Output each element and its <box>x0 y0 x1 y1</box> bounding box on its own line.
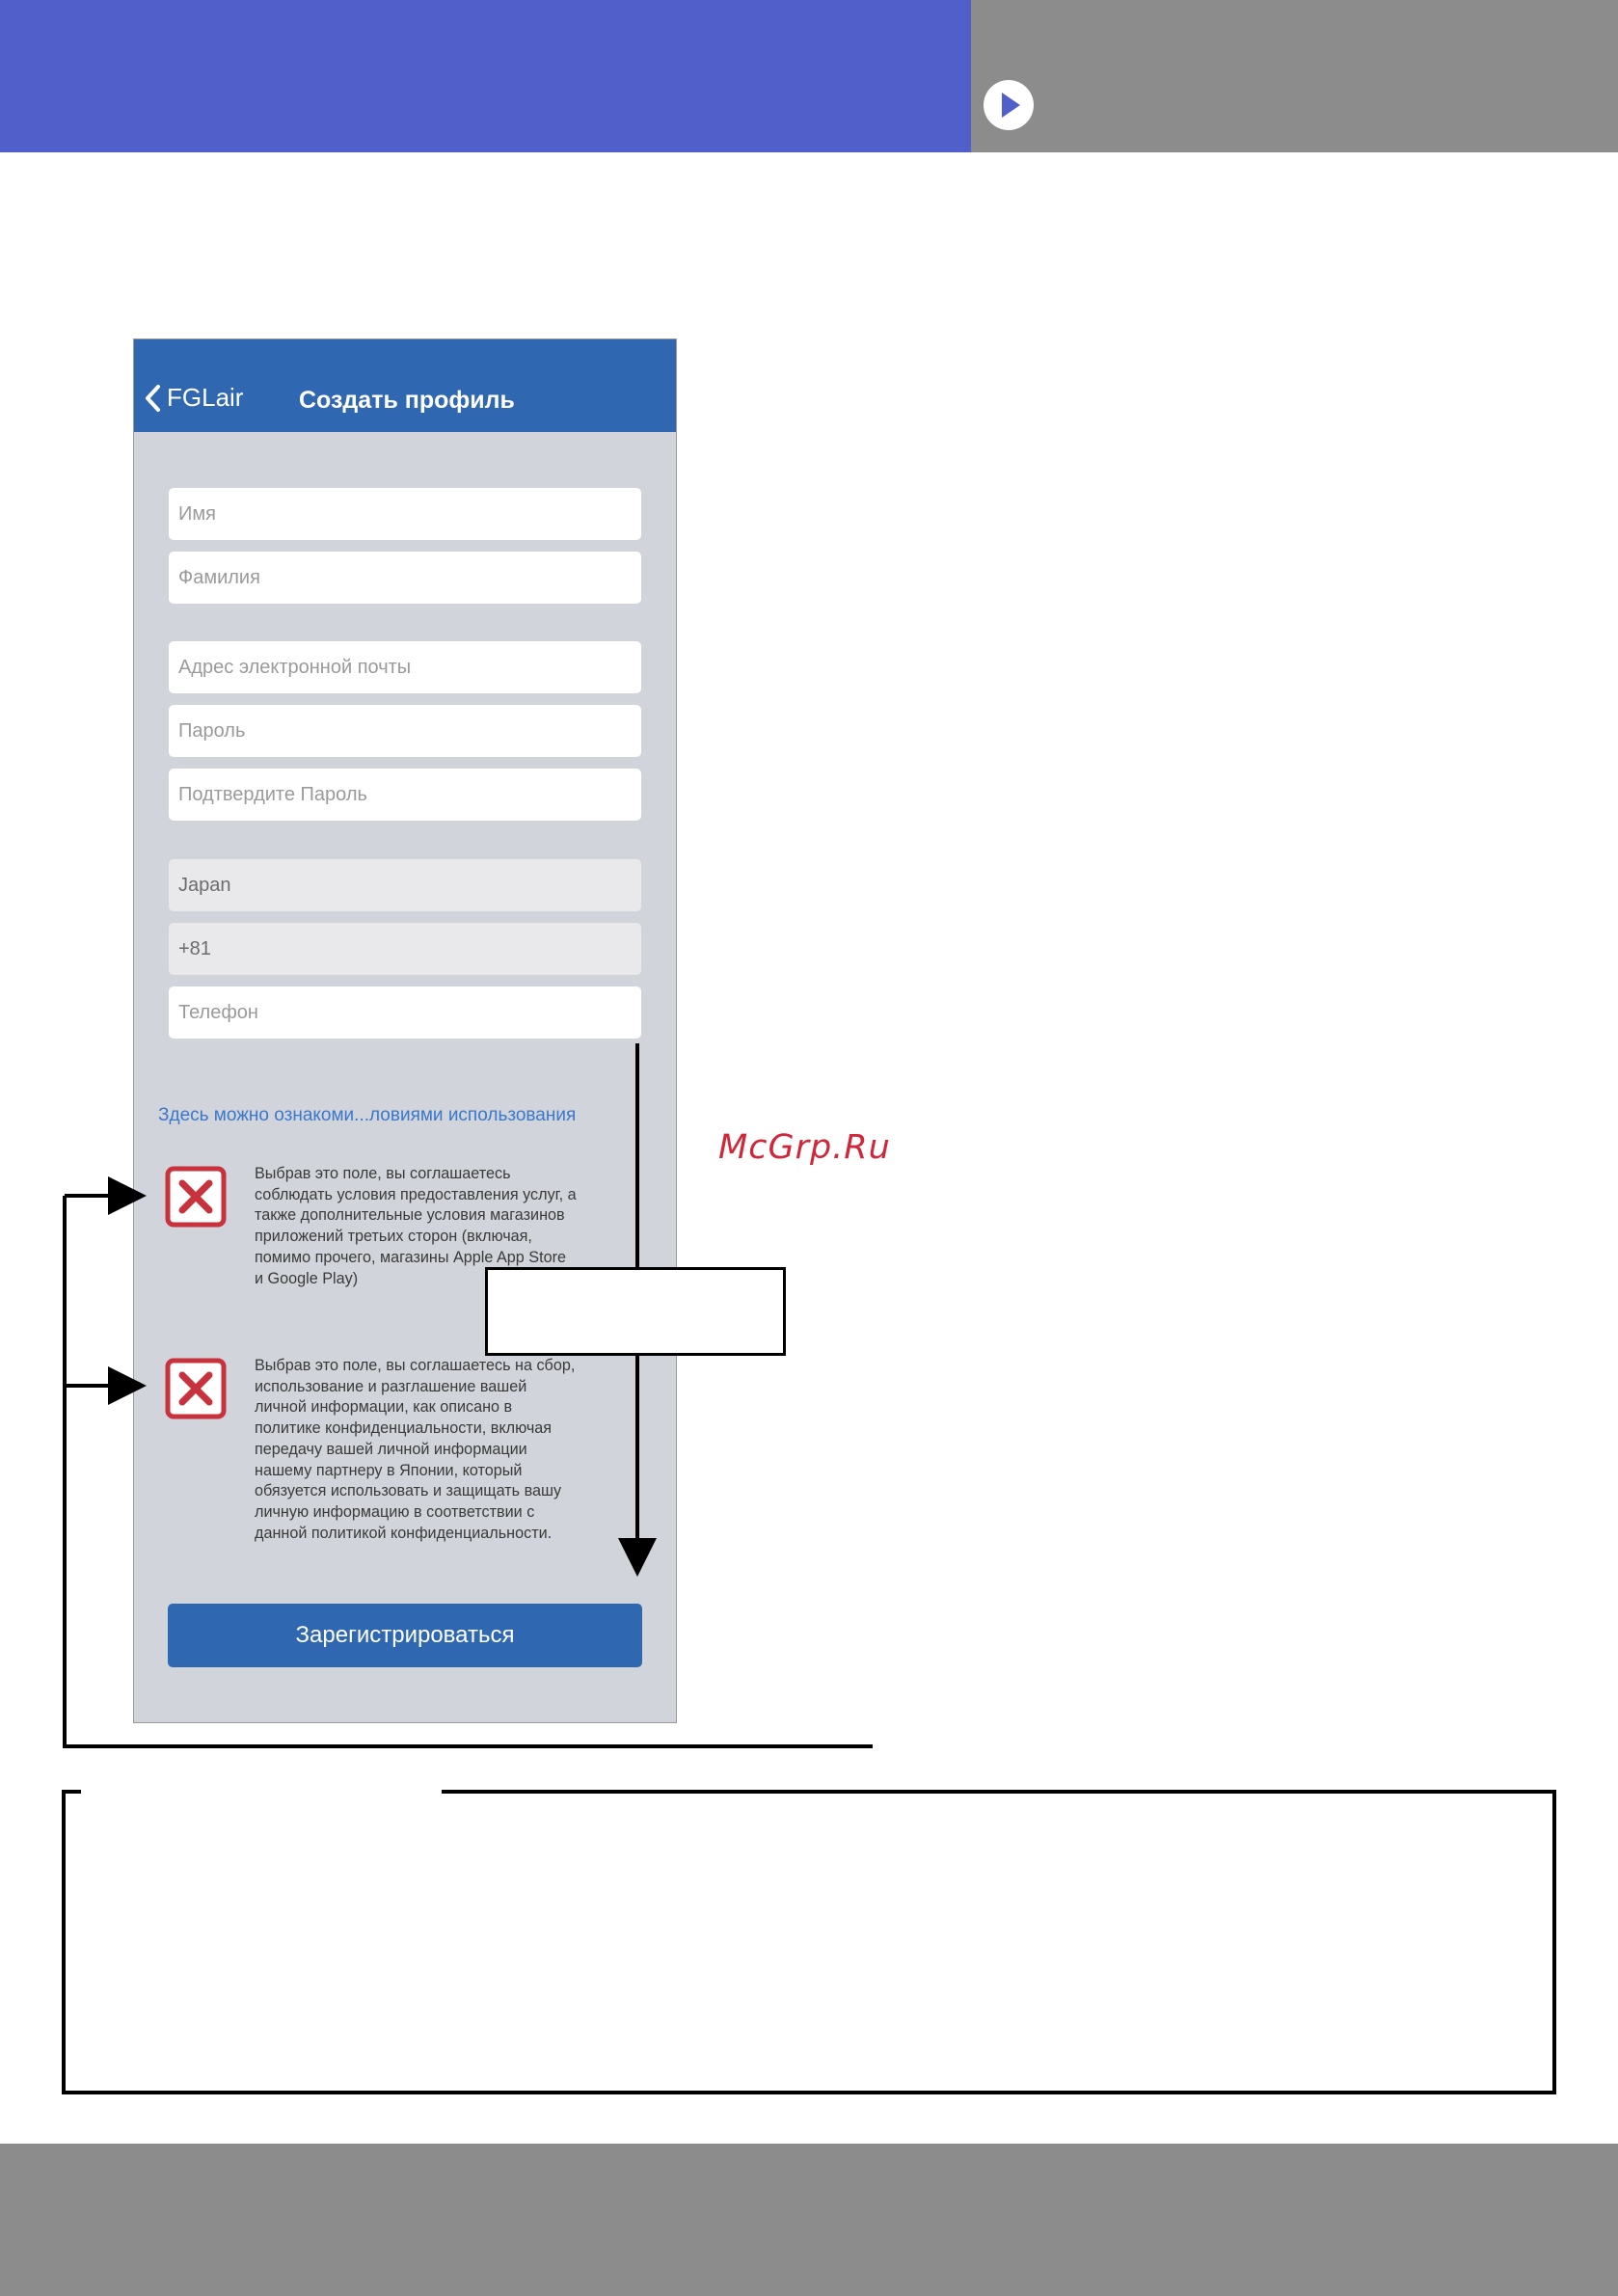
phone-field[interactable]: Телефон <box>169 986 641 1039</box>
terms-link[interactable]: Здесь можно ознакоми...ловиями использования <box>158 1105 577 1125</box>
callout-box <box>485 1267 786 1356</box>
back-label: FGLair <box>167 383 244 412</box>
email-field[interactable]: Адрес электронной почты <box>169 641 641 693</box>
terms-consent-text: Выбрав это поле, вы соглашаетесь соблюдать условия предоставления услуг, а также дополнительные условия магазинов приложений третьих сторон (включая, помимо прочего, магазины Apple App Store и Google Play) <box>255 1165 577 1287</box>
country-code-field: +81 <box>169 923 641 975</box>
first-name-field[interactable]: Имя <box>169 488 641 540</box>
privacy-consent-text: Выбрав это поле, вы соглашаетесь на сбор, использование и разглашение вашей личной информации, как описано в политике конфиденциальности, включая передачу вашей личной информации нашему партнеру в Японии, который обязуется использовать и защищать вашу личную информацию в соответствии с данной политикой конфиденциальности. <box>255 1357 576 1542</box>
watermark: McGrp.Ru <box>718 1128 891 1167</box>
register-button[interactable]: Зарегистрироваться <box>168 1604 642 1667</box>
note-frame <box>64 1792 1554 2093</box>
confirm-password-field[interactable]: Подтвердите Пароль <box>169 769 641 821</box>
password-field[interactable]: Пароль <box>169 705 641 757</box>
country-field[interactable]: Japan <box>169 859 641 911</box>
last-name-field[interactable]: Фамилия <box>169 552 641 604</box>
page-title: Создать профиль <box>299 387 515 414</box>
footer-banner <box>0 2144 1618 2296</box>
